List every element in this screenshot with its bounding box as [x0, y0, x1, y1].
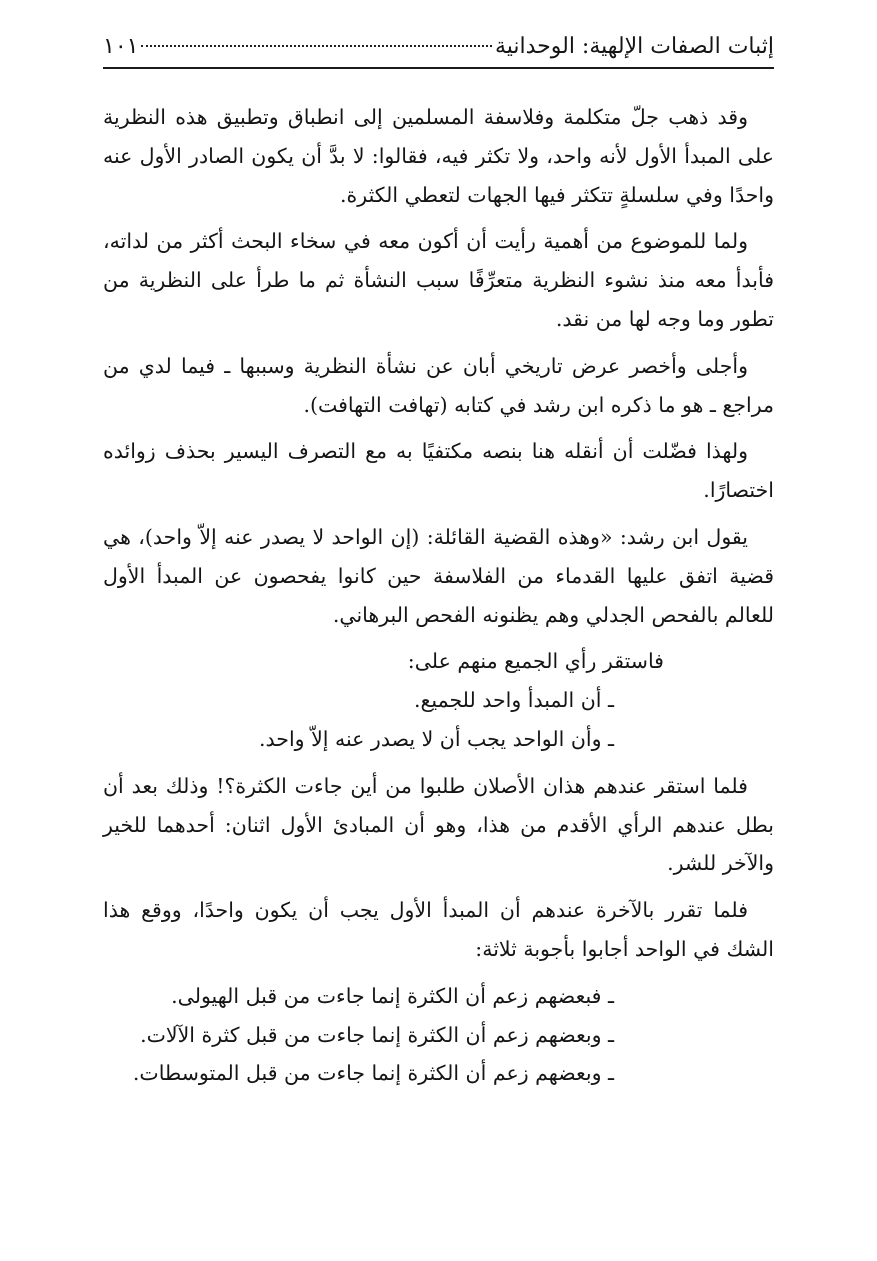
paragraph: وأجلى وأخصر عرض تاريخي أبان عن نشأة النظرية وسببها ـ فيما لدي من مراجع ـ هو ما ذكره ابن رشد في كتابه (تهافت التهافت). [103, 353, 774, 417]
body-text [103, 98, 774, 1093]
paragraph: ولهذا فضّلت أن أنقله هنا بنصه مكتفيًا به مع التصرف اليسير بحذف زوائده اختصارًا. [103, 439, 774, 503]
list-item: ـ وبعضهم زعم أن الكثرة إنما جاءت من قبل المتوسطات. [132, 1061, 614, 1086]
paragraph: وقد ذهب جلّ متكلمة وفلاسفة المسلمين إلى انطباق وتطبيق هذه النظرية على المبدأ الأول لأنه واحد، ولا تكثر فيه، فقالوا: لا بدَّ أن يكون الصادر الأول عنه واحدًا وفي سلسلةٍ تتكثر فيها الجهات لتعطي الكثرة. [103, 105, 774, 207]
header-dot-leader [141, 45, 491, 47]
list-intro: فاستقر رأي الجميع منهم على: [407, 649, 664, 674]
list-item: ـ أن المبدأ واحد للجميع. [413, 688, 614, 713]
header-title: إثبات الصفات الإلهية: الوحدانية [494, 34, 774, 59]
paragraph: فلما استقر عندهم هذان الأصلان طلبوا من أين جاءت الكثرة؟! وذلك بعد أن بطل عندهم الرأي الأقدم من هذا، وهو أن المبادئ الأول اثنان: أحدهما للخير والآخر للشر. [103, 773, 774, 876]
page-number: ١٠١ [103, 34, 139, 59]
quote-paragraph: يقول ابن رشد: «وهذه القضية القائلة: (إن الواحد لا يصدر عنه إلاّ واحد)، هي قضية اتفق عليها القدماء من الفلاسفة حين كانوا يفحصون عن المبدأ الأول للعالم بالفحص الجدلي وهم يظنونه الفحص البرهاني. [103, 524, 774, 627]
running-header [103, 30, 774, 64]
list-item: ـ فبعضهم زعم أن الكثرة إنما جاءت من قبل الهيولى. [171, 983, 614, 1008]
header-rule [103, 67, 774, 69]
list-item: ـ وبعضهم زعم أن الكثرة إنما جاءت من قبل كثرة الآلات. [140, 1022, 614, 1047]
paragraph: ولما للموضوع من أهمية رأيت أن أكون معه في سخاء البحث أكثر من لداته، فأبدأ معه منذ نشوء النظرية متعرِّفًا سبب النشأة ثم ما طرأ على النظرية من تطور وما وجه لها من نقد. [103, 229, 774, 331]
paragraph: فلما تقرر بالآخرة عندهم أن المبدأ الأول يجب أن يكون واحدًا، ووقع هذا الشك في الواحد أجابوا بأجوبة ثلاثة: [103, 898, 774, 961]
list-item: ـ وأن الواحد يجب أن لا يصدر عنه إلاّ واحد. [259, 726, 614, 751]
